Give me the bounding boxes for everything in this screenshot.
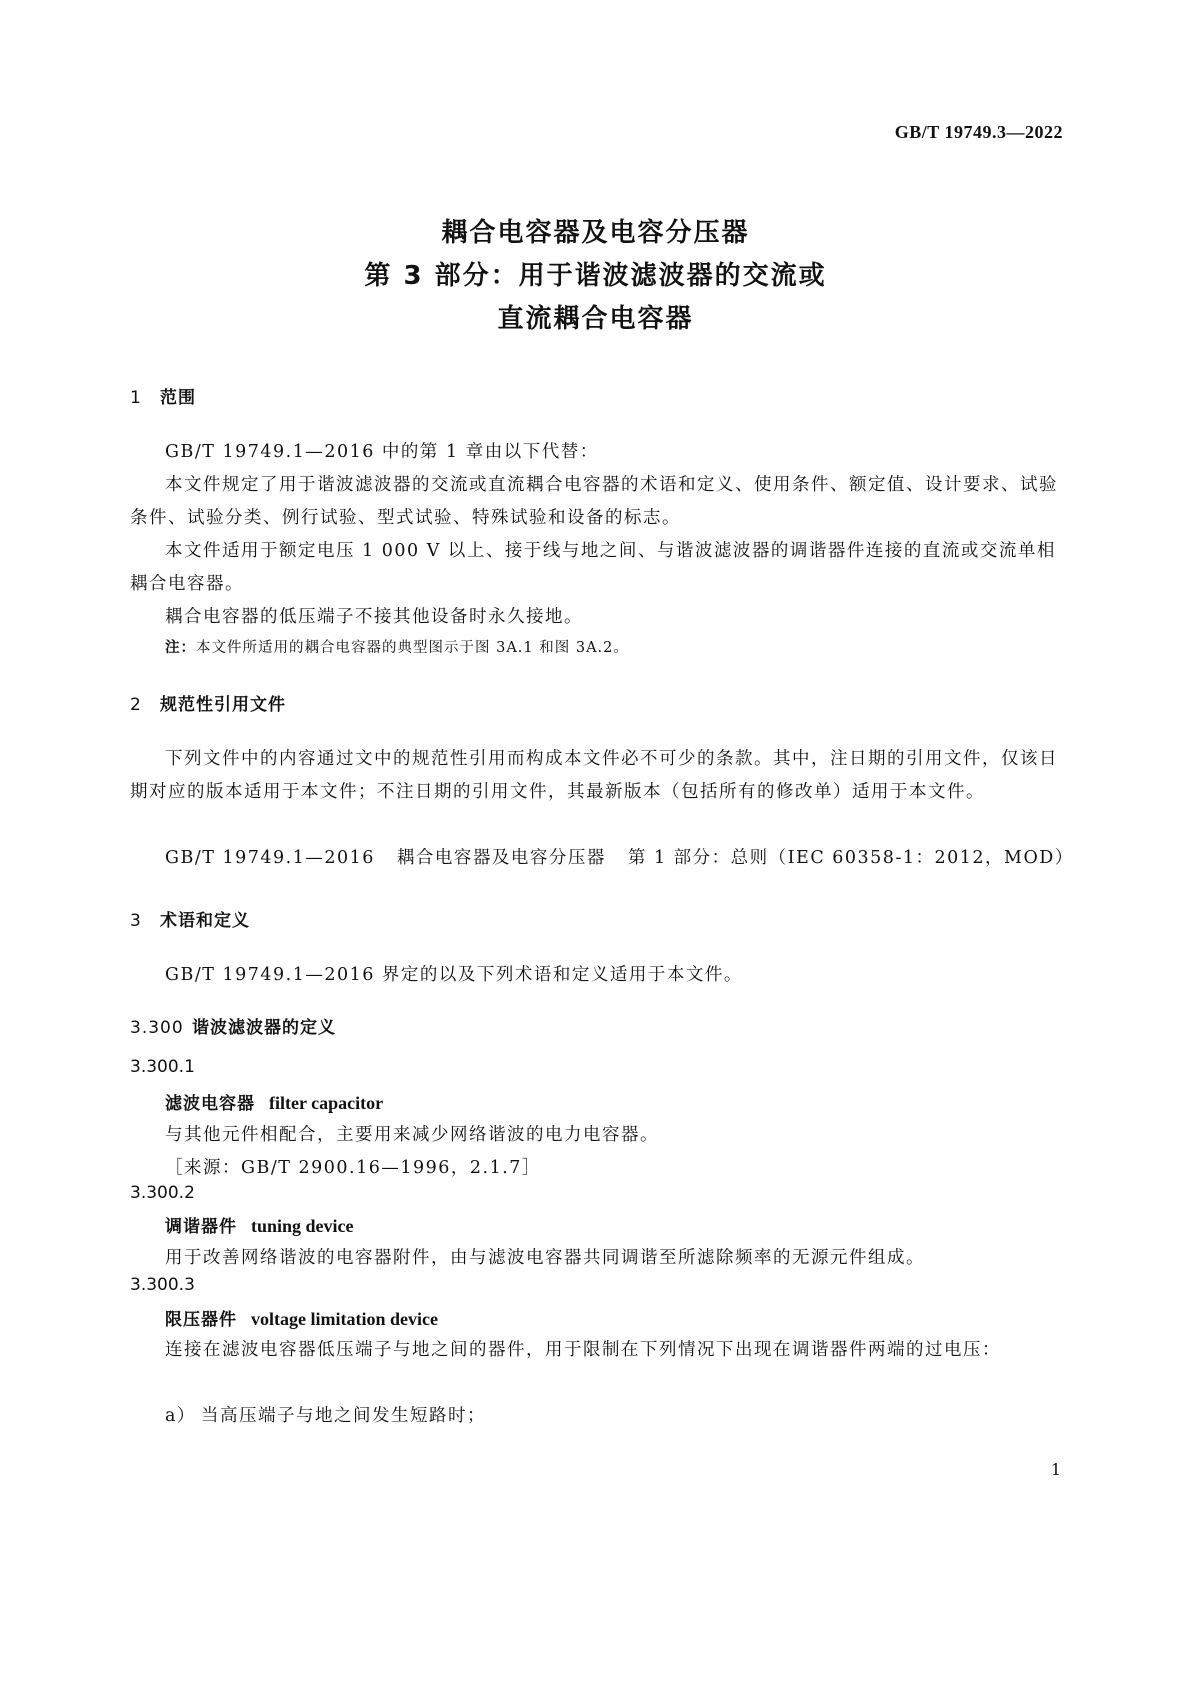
term-2-name-en: tuning device — [251, 1216, 354, 1236]
section-1-paragraph-3: 本文件适用于额定电压 1 000 V 以上、接于线与地之间、与谐波滤波器的调谐器件连接的直流或交流单相耦合电容器。 — [130, 541, 1056, 594]
term-3-number: 3.300.3 — [130, 1275, 195, 1295]
term-3-name — [165, 1305, 438, 1330]
section-1-paragraph-1: GB/T 19749.1—2016 中的第 1 章由以下代替： — [165, 442, 599, 462]
normative-reference — [165, 842, 1074, 875]
section-3-number: 3 — [130, 911, 142, 931]
term-3-definition: 连接在滤波电容器低压端子与地之间的器件，用于限制在下列情况下出现在调谐器件两端的过电压： — [165, 1340, 1001, 1360]
term-1-name — [165, 1089, 383, 1114]
title-line-3: 直流耦合电容器 — [497, 304, 694, 334]
note-label: 注： — [165, 640, 196, 656]
term-1-definition: 与其他元件相配合，主要用来减少网络谐波的电力电容器。 — [165, 1125, 659, 1145]
section-3-title: 术语和定义 — [160, 911, 250, 931]
subsection-3-300-heading — [130, 1013, 336, 1038]
list-item-text: 当高压端子与地之间发生短路时； — [201, 1406, 486, 1426]
term-3-list-item-a — [165, 1400, 486, 1433]
title-line-1: 耦合电容器及电容分压器 — [441, 218, 750, 248]
subsection-title: 谐波滤波器的定义 — [192, 1018, 336, 1038]
standard-code: GB/T 19749.3—2022 — [894, 122, 1063, 142]
term-1-name-cn: 滤波电容器 — [165, 1094, 255, 1114]
section-2-number: 2 — [130, 695, 142, 715]
term-1-source: ［来源：GB/T 2900.16—1996，2.1.7］ — [165, 1158, 541, 1178]
list-item-label: a） — [165, 1406, 196, 1426]
term-2-name — [165, 1212, 354, 1237]
term-3-name-en: voltage limitation device — [251, 1309, 438, 1329]
section-1-heading — [130, 383, 196, 408]
section-1-paragraph-2: 本文件规定了用于谐波滤波器的交流或直流耦合电容器的术语和定义、使用条件、额定值、设计要求、试验条件、试验分类、例行试验、型式试验、特殊试验和设备的标志。 — [130, 475, 1058, 528]
reference-title: 耦合电容器及电容分压器 — [396, 848, 606, 868]
page-number: 1 — [1050, 1460, 1061, 1479]
term-3-name-cn: 限压器件 — [165, 1310, 237, 1330]
section-1-note — [165, 636, 629, 657]
subsection-number: 3.300 — [130, 1018, 184, 1038]
reference-code: GB/T 19749.1—2016 — [165, 848, 375, 868]
title-line-2: 第 3 部分：用于谐波滤波器的交流或 — [364, 261, 827, 291]
term-2-name-cn: 调谐器件 — [165, 1217, 237, 1237]
section-1-number: 1 — [130, 388, 142, 408]
section-1-title: 范围 — [160, 388, 196, 408]
section-2-paragraph-1: 下列文件中的内容通过文中的规范性引用而构成本文件必不可少的条款。其中，注日期的引用文件，仅该日期对应的版本适用于本文件；不注日期的引用文件，其最新版本（包括所有的修改单）适用于本文件。 — [130, 749, 1058, 802]
term-2-number: 3.300.2 — [130, 1183, 195, 1203]
section-2-heading — [130, 690, 286, 715]
term-1-name-en: filter capacitor — [269, 1093, 384, 1113]
reference-part: 第 1 部分：总则（IEC 60358-1：2012，MOD） — [627, 848, 1074, 868]
term-2-definition: 用于改善网络谐波的电容器附件，由与滤波电容器共同调谐至所滤除频率的无源元件组成。 — [165, 1248, 925, 1268]
note-text: 本文件所适用的耦合电容器的典型图示于图 3A.1 和图 3A.2。 — [196, 640, 629, 656]
section-2-title: 规范性引用文件 — [160, 695, 286, 715]
section-3-paragraph-1: GB/T 19749.1—2016 界定的以及下列术语和定义适用于本文件。 — [165, 965, 743, 985]
section-1-paragraph-4: 耦合电容器的低压端子不接其他设备时永久接地。 — [165, 607, 583, 627]
section-3-heading — [130, 906, 250, 931]
term-1-number: 3.300.1 — [130, 1057, 195, 1077]
